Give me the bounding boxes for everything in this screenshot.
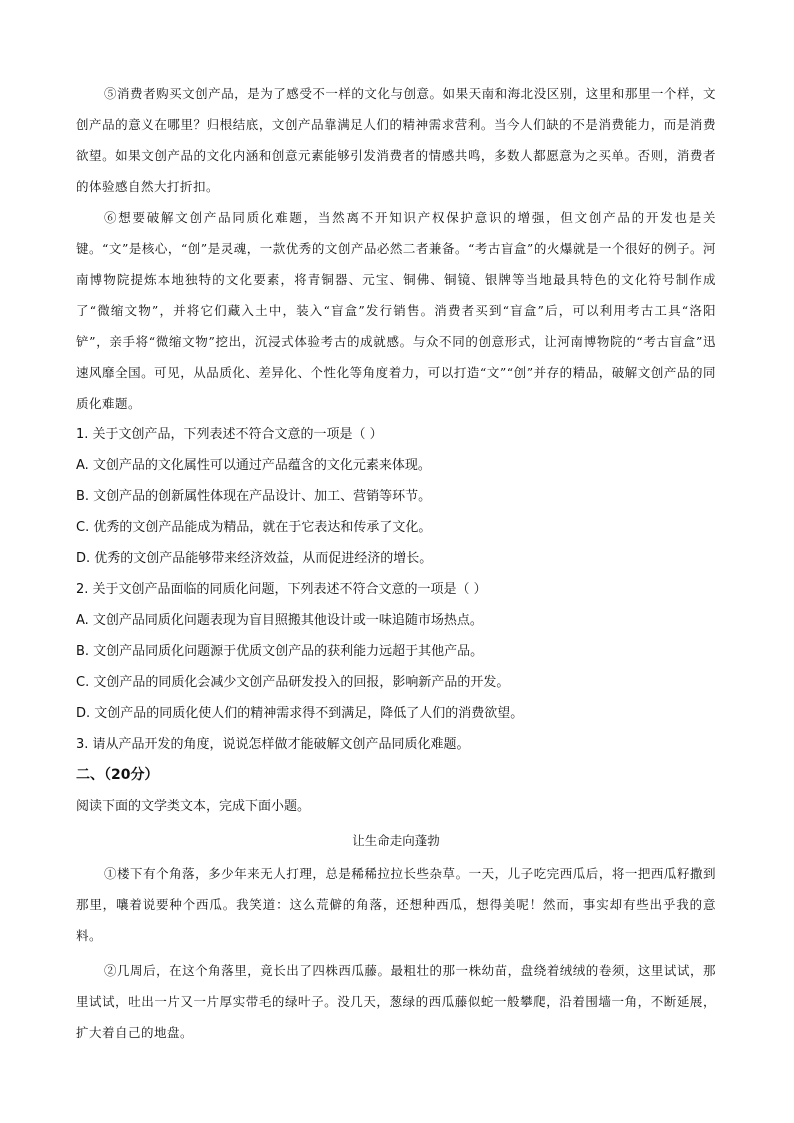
option-b: B. 文创产品的创新属性体现在产品设计、加工、营销等环节。 xyxy=(76,489,432,504)
option-a: A. 文创产品同质化问题表现为盲目照搬其他设计或一味追随市场热点。 xyxy=(76,613,483,628)
page-content xyxy=(76,78,716,1048)
story-title: 让生命走向蓬勃 xyxy=(352,833,440,848)
option-d: D. 文创产品的同质化使人们的精神需求得不到满足，降低了人们的消费欲望。 xyxy=(76,706,524,721)
section-intro: 阅读下面的文学类文本，完成下面小题。 xyxy=(76,799,311,814)
section-heading: 二、（20分） xyxy=(76,767,159,783)
option-d: D. 优秀的文创产品能够带来经济效益，从而促进经济的增长。 xyxy=(76,551,433,566)
question-stem: 3. 请从产品开发的角度，说说怎样做才能破解文创产品同质化难题。 xyxy=(76,737,470,752)
option-a: A. 文创产品的文化属性可以通过产品蕴含的文化元素来体现。 xyxy=(76,458,431,473)
option-b: B. 文创产品同质化问题源于优质文创产品的获利能力远超于其他产品。 xyxy=(76,644,484,659)
option-c: C. 优秀的文创产品能成为精品，就在于它表达和传承了文化。 xyxy=(76,520,432,535)
story-paragraph-2: ②几周后，在这个角落里，竟长出了四株西瓜藤。最粗壮的那一株幼苗，盘绕着绒绒的卷须，这里试试，那里试试，吐出一片又一片厚实带毛的绿叶子。没几天，葱绿的西瓜藤似蛇一般攀爬，沿着围墙一角，不断延展，扩大着自己的地盘。 xyxy=(76,963,716,1040)
passage-paragraph-6: ⑥想要破解文创产品同质化难题，当然离不开知识产权保护意识的增强，但文创产品的开发也是关键。“文”是核心，“创”是灵魂，一款优秀的文创产品必然二者兼备。“考古盲盒”的火爆就是一个很好的例子。河南博物院提炼本地独特的文化要素，将青铜器、元宝、铜佛、铜镜、银牌等当地最具特色的文化符号制作成了“微缩文物”，并将它们藏入土中，装入“盲盒”发行销售。消费者买到“盲盒”后，可以利用考古工具“洛阳铲”，亲手将“微缩文物”挖出，沉浸式体验考古的成就感。与众不同的创意形式，让河南博物院的“考古盲盒”迅速风靡全国。可见，从品质化、差异化、个性化等角度着力，可以打造“文”“创”并存的精品，破解文创产品的同质化难题。 xyxy=(76,210,716,411)
story-paragraph-1: ①楼下有个角落，多少年来无人打理，总是稀稀拉拉长些杂草。一天，儿子吃完西瓜后，将一把西瓜籽撒到那里，嚷着说要种个西瓜。我笑道：这么荒僻的角落，还想种西瓜，想得美呢！然而，事实却有些出乎我的意料。 xyxy=(76,866,716,943)
question-stem: 2. 关于文创产品面临的同质化问题，下列表述不符合文意的一项是（ ） xyxy=(76,582,487,597)
passage-paragraph-5: ⑤消费者购买文创产品，是为了感受不一样的文化与创意。如果天南和海北没区别，这里和那里一个样，文创产品的意义在哪里？归根结底，文创产品靠满足人们的精神需求营利。当今人们缺的不是消费能力，而是消费欲望。如果文创产品的文化内涵和创意元素能够引发消费者的情感共鸣，多数人都愿意为之买单。否则，消费者的体验感自然大打折扣。 xyxy=(76,86,716,194)
question-3 xyxy=(76,729,716,760)
question-1 xyxy=(76,419,716,574)
question-2 xyxy=(76,574,716,729)
option-c: C. 文创产品的同质化会减少文创产品研发投入的回报，影响新产品的开发。 xyxy=(76,675,510,690)
question-stem: 1. 关于文创产品，下列表述不符合文意的一项是（ ） xyxy=(76,427,383,442)
